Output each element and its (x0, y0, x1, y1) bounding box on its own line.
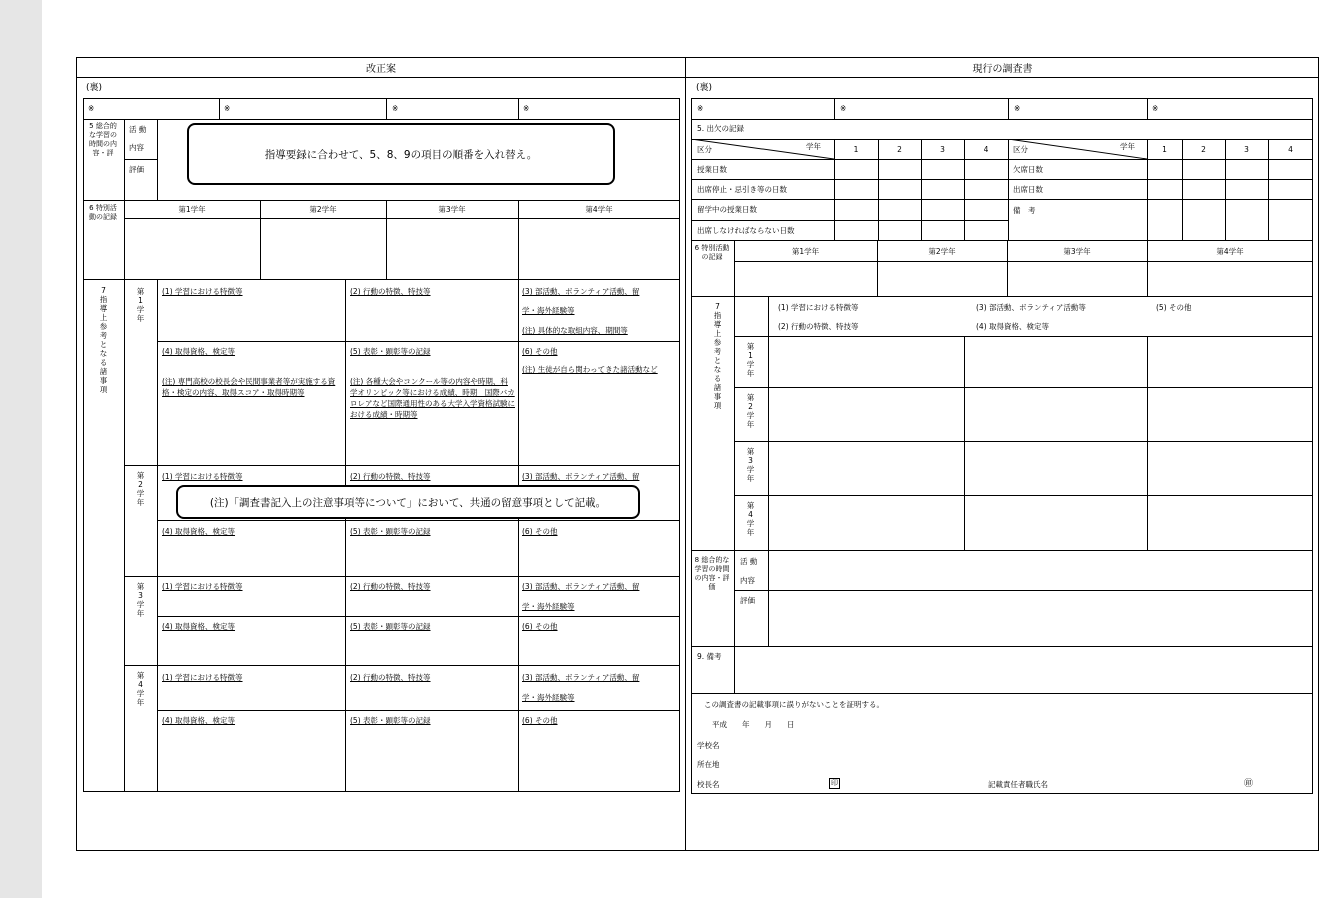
y2-item3a: (3) 部活動、ボランティア活動、留 (522, 472, 640, 481)
recorder-seal-icon: ㊞ (1244, 779, 1254, 789)
right-sec8-label: 8 総合的な学習の時間の内容・評価 (694, 556, 730, 591)
right-mark-4: ※ (1152, 104, 1159, 113)
y1-item3a: (3) 部活動、ボランティア活動、留 (522, 287, 640, 296)
y3-item2: (2) 行動の特徴、特技等 (350, 582, 431, 591)
att-row-r2: 出席日数 (1013, 185, 1043, 194)
cert-statement: この調査書の記載事項に誤りがないことを証明する。 (704, 700, 884, 709)
callout-common-note: (注)「調査書記入上の注意事項等について」において、共通の留意事項として記載。 (176, 485, 640, 519)
left-sec6-year1: 第1学年 (178, 205, 206, 214)
att-title: 5. 出欠の記録 (697, 124, 745, 133)
right-sec6-year1: 第1学年 (791, 247, 820, 256)
left-sec6-year3: 第3学年 (438, 205, 466, 214)
left-sec6-label: 6 特別活動の記録 (89, 204, 117, 221)
y4-item2: (2) 行動の特徴、特技等 (350, 673, 431, 682)
y2-item6: (6) その他 (522, 527, 558, 536)
att-kubun-right: 区分 (1013, 145, 1028, 154)
att-num-r3: 3 (1244, 145, 1249, 154)
y4-item3a: (3) 部活動、ボランティア活動、留 (522, 673, 640, 682)
right-sec7-year2: 第2学年 (746, 393, 755, 429)
att-row-2: 出席停止・忌引き等の日数 (697, 185, 787, 194)
right-title: 現行の調査書 (686, 57, 1319, 78)
right-sec6-year3: 第3学年 (1063, 247, 1091, 256)
left-sec5-row1: 活 動 (129, 125, 147, 134)
right-sec6-year4: 第4学年 (1216, 247, 1244, 256)
cert-address: 所在地 (697, 760, 720, 769)
right-table (691, 98, 1313, 794)
left-sec7-year1: 第1学年 (136, 287, 145, 323)
right-ura: (裏) (696, 83, 713, 93)
y3-item4: (4) 取得資格、検定等 (162, 622, 236, 631)
right-sec7-h1: (1) 学習における特徴等 (778, 303, 859, 312)
cert-principal: 校長名 (697, 780, 720, 789)
right-sec8-row3: 評価 (740, 596, 755, 605)
left-gutter (0, 0, 42, 898)
right-sec6-label: 6 特別活動の記録 (694, 244, 730, 261)
left-sec6-year4: 第4学年 (585, 205, 613, 214)
y3-item1: (1) 学習における特徴等 (162, 582, 243, 591)
left-sec7-year3: 第3学年 (136, 582, 145, 618)
right-mark-2: ※ (840, 104, 847, 113)
left-mark-4: ※ (523, 104, 530, 113)
y1-item6-note: (注) 生徒が自ら関わってきた諸活動など (522, 365, 658, 374)
y1-item5-note: (注) 各種大会やコンクール等の内容や時期、科学オリンピック等における成績、時期 国際バカロレアなど国際通用性のある大学入学資格試験における成績・時期等 (350, 377, 515, 419)
y2-item4: (4) 取得資格、検定等 (162, 527, 236, 536)
left-sec7-year2: 第2学年 (136, 471, 145, 507)
y4-item4: (4) 取得資格、検定等 (162, 716, 236, 725)
y3-item3a: (3) 部活動、ボランティア活動、留 (522, 582, 640, 591)
left-mark-2: ※ (224, 104, 231, 113)
right-sec7-h3: (3) 部活動、ボランティア活動等 (976, 303, 1086, 312)
left-ura: (裏) (86, 83, 103, 93)
cert-school: 学校名 (697, 741, 720, 750)
right-sec7-year4: 第4学年 (746, 501, 755, 537)
left-sec7-year4: 第4学年 (136, 671, 145, 707)
y2-item1: (1) 学習における特徴等 (162, 472, 243, 481)
left-sec5-label: 5 総合的な学習の時間の内容・評 (89, 122, 117, 157)
right-sec8-row1: 活 動 (740, 557, 758, 566)
left-sec7-label: 7 指導上参考となる諸事項 (99, 286, 108, 394)
right-sec7-h5: (5) その他 (1156, 303, 1192, 312)
att-num-2: 2 (897, 145, 902, 154)
y1-item3b: 学・海外経験等 (522, 306, 575, 315)
att-row-r1: 欠席日数 (1013, 165, 1043, 174)
right-sec7-h2: (2) 行動の特徴、特技等 (778, 322, 859, 331)
right-sec8-row2: 内容 (740, 576, 755, 585)
y4-item5: (5) 表彰・顕彰等の記録 (350, 716, 431, 725)
left-mark-1: ※ (88, 104, 95, 113)
att-row-r3: 備 考 (1013, 206, 1036, 215)
y2-item5: (5) 表彰・顕彰等の記録 (350, 527, 431, 536)
att-num-r2: 2 (1201, 145, 1206, 154)
right-mark-3: ※ (1014, 104, 1021, 113)
y3-item6: (6) その他 (522, 622, 558, 631)
right-sec7-h4: (4) 取得資格、検定等 (976, 322, 1050, 331)
att-row-1: 授業日数 (697, 165, 727, 174)
y1-item3-note: (注) 具体的な取組内容、期間等 (522, 326, 628, 335)
right-sec7-label: 7 指導上参考となる諸事項 (713, 302, 722, 410)
y4-item6: (6) その他 (522, 716, 558, 725)
left-sec5-row2: 内容 (129, 143, 144, 152)
right-sec7-year3: 第3学年 (746, 447, 755, 483)
right-mark-1: ※ (697, 104, 704, 113)
right-sec9: 9. 備考 (697, 652, 722, 661)
att-num-3: 3 (940, 145, 945, 154)
att-row-3: 留学中の授業日数 (697, 205, 757, 214)
y1-item6: (6) その他 (522, 347, 558, 356)
y2-item2: (2) 行動の特徴、特技等 (350, 472, 431, 481)
y1-item5: (5) 表彰・顕彰等の記録 (350, 347, 431, 356)
left-table (83, 98, 680, 792)
att-row-4: 出席しなければならない日数 (697, 226, 795, 235)
cert-date: 平成 年 月 日 (712, 720, 795, 729)
att-num-1: 1 (853, 145, 859, 154)
y4-item3b: 学・海外経験等 (522, 693, 575, 702)
callout-reorder: 指導要録に合わせて、5、8、9の項目の順番を入れ替え。 (187, 123, 615, 185)
y1-item2: (2) 行動の特徴、特技等 (350, 287, 431, 296)
y4-item1: (1) 学習における特徴等 (162, 673, 243, 682)
att-gakunen-left: 学年 (806, 142, 821, 151)
right-sec6-year2: 第2学年 (928, 247, 956, 256)
frame-divider (685, 57, 686, 851)
left-title: 改正案 (77, 57, 685, 78)
y3-item5: (5) 表彰・顕彰等の記録 (350, 622, 431, 631)
y1-item4: (4) 取得資格、検定等 (162, 347, 236, 356)
right-sec7-year1: 第1学年 (746, 342, 755, 378)
y1-item1: (1) 学習における特徴等 (162, 287, 243, 296)
cert-recorder: 記載責任者職氏名 (988, 780, 1048, 789)
att-kubun-left: 区分 (697, 145, 712, 154)
principal-seal-icon: 印 (831, 779, 838, 787)
att-num-r4: 4 (1288, 145, 1293, 154)
y1-item4-note: (注) 専門高校の校長会や民間事業者等が実施する資格・検定の内容、取得スコア・取得時期等 (162, 377, 336, 397)
left-sec6-year2: 第2学年 (309, 205, 337, 214)
left-mark-3: ※ (392, 104, 399, 113)
att-gakunen-right: 学年 (1120, 142, 1135, 151)
left-sec5-row3: 評価 (129, 165, 144, 174)
att-num-r1: 1 (1162, 145, 1167, 154)
att-num-4: 4 (983, 145, 989, 154)
y3-item3b: 学・海外経験等 (522, 602, 575, 611)
